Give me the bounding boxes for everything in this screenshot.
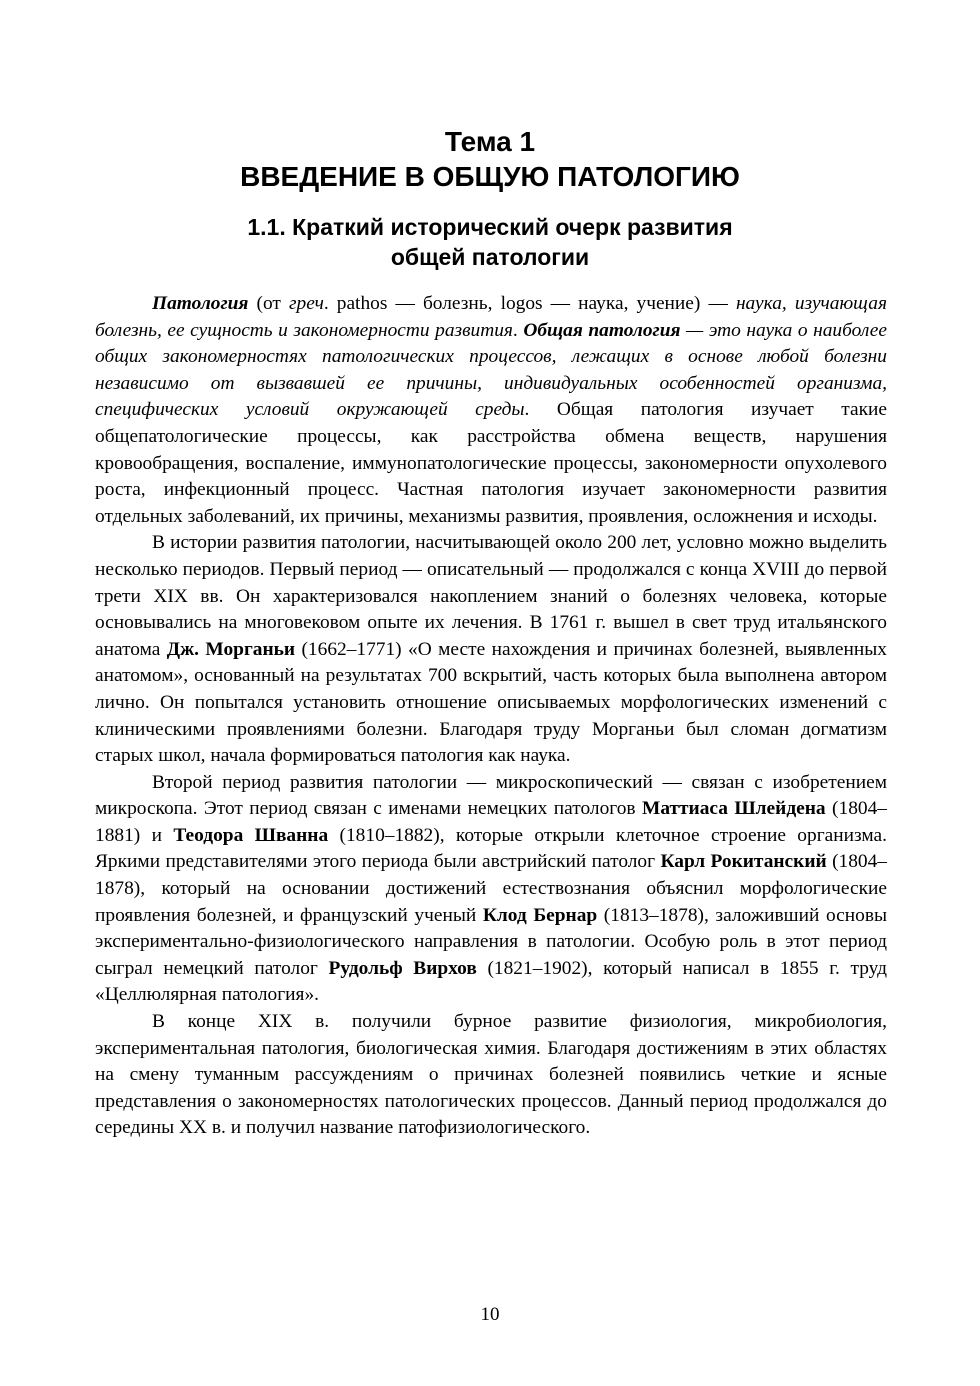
topic-title: ВВЕДЕНИЕ В ОБЩУЮ ПАТОЛОГИЮ — [240, 161, 740, 192]
topic-number: Тема 1 — [444, 126, 536, 157]
emphasized-term: Теодора Шванна — [173, 824, 329, 846]
text-run: греч — [288, 293, 324, 314]
text-run: (1810–1882), которые открыли клеточное строение организма. Яркими представителями этого периода были австрийский патолог — [95, 824, 887, 873]
text-run: (от — [248, 293, 289, 314]
emphasized-term: Общая патология — [523, 319, 681, 341]
emphasized-term: Патология — [152, 293, 249, 314]
text-run: наука, изучающая болезнь, ее сущность и закономерности развития — [95, 293, 887, 341]
paragraph — [95, 291, 887, 530]
text-run: (1804–1878), который на основании достижений естествознания объяснил морфологические проявления болезней, и французский ученый — [95, 851, 887, 926]
subsection-title-line-2: общей патологии — [390, 244, 590, 270]
emphasized-term: Клод Бернар — [482, 904, 598, 926]
paragraph — [95, 530, 887, 769]
body-text — [95, 291, 887, 1142]
text-run: — это наука о наиболее общих закономерностях патологических процессов, лежащих в основе любой болезни независимо от вызвавшей ее причины, индивидуальных особенностей организма, специфических условий окружающей среды — [95, 319, 887, 421]
text-run: (1662–1771) «О месте нахождения и причинах болезней, выявленных анатомом», основанный на результатах 700 вскрытий, часть которых была выполнена автором лично. Он попытался установить отношение описываемых морфологических изменений с клиническими проявлениями болезни. Благодаря труду Морганьи был сломан догматизм старых школ, начала формироваться патология как наука. — [95, 638, 887, 767]
subsection-title-line-1: 1.1. Краткий исторический очерк развития — [247, 214, 733, 240]
text-run: (1813–1878), заложивший основы экспериментально-физиологического направления в патологии. Особую роль в этот период сыграл немецкий патолог — [95, 904, 888, 979]
page-number: 10 — [480, 1304, 500, 1325]
text-run: . Общая патология изучает такие общепатологические процессы, как расстройства обмена веществ, нарушения кровообращения, воспаление, иммунопатологические процессы, закономерности опухолевого роста, инфекционный процесс. Частная патология изучает закономерности развития отдельных заболеваний, их причины, механизмы развития, проявления, осложнения и исходы. — [95, 399, 887, 527]
text-run: . pathos — болезнь, logos — наука, учение) — — [323, 293, 736, 314]
emphasized-term: Рудольф Вирхов — [328, 957, 477, 979]
emphasized-term: Дж. Морганьи — [166, 638, 296, 660]
text-run: . — [512, 319, 524, 341]
emphasized-term: Маттиаса Шлейдена — [642, 798, 826, 820]
emphasized-term: Карл Рокитанский — [660, 851, 827, 873]
paragraph — [95, 770, 887, 1009]
text-run: В истории развития патологии, насчитывающей около 200 лет, условно можно выделить несколько периодов. Первый период — описательный — продолжался с конца XVIII до первой трети XIX вв. Он характеризовался накоплением знаний о болезнях человека, которые основывались на многовековом опыте их лечения. В 1761 г. вышел в свет труд итальянского анатома — [95, 532, 887, 660]
paragraph — [95, 1009, 887, 1142]
text-run: (1804–1881) и — [95, 798, 887, 846]
text-run: (1821–1902), который написал в 1855 г. труд «Целлюлярная патология». — [95, 957, 888, 1006]
text-run: Второй период развития патологии — микроскопический — связан с изобретением микроскопа. Этот период связан с именами немецких патологов — [95, 771, 887, 820]
text-run: В конце XIX в. получили бурное развитие физиология, микробиология, экспериментальная патология, биологическая химия. Благодаря достижениям в этих областях на смену туманным рассуждениям о причинах болезней появились четкие и ясные представления о закономерностях патологических процессов. Данный период продолжался до середины XX в. и получил название патофизиологического. — [95, 1011, 887, 1139]
